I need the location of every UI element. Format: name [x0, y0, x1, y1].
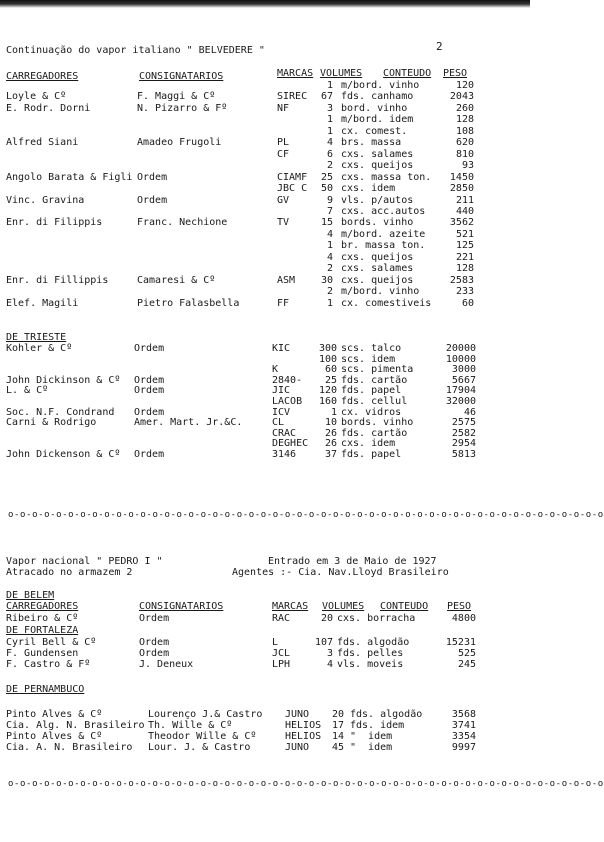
belvedere-cell-contents: cxs. salames	[341, 148, 414, 160]
belvedere-cell-weight: 221	[455, 251, 474, 263]
belvedere-cell-shipper: Angolo Barata & Figli	[6, 171, 133, 183]
trieste-cell-weight: 5813	[451, 449, 476, 460]
trieste-cell-weight: 10000	[445, 353, 476, 365]
belvedere-cell-weight: 128	[455, 114, 474, 126]
belvedere-cell-weight: 2043	[449, 91, 474, 103]
belvedere-cell-contents: bords. vinho	[341, 217, 414, 229]
belvedere-cell-volumes: 3	[326, 102, 333, 114]
belvedere-cell-contents: cxs. idem	[341, 183, 396, 195]
belvedere-cell-weight: 233	[455, 286, 474, 298]
belvedere-cell-weight: 128	[455, 263, 474, 275]
belvedere-cell-weight: 260	[455, 102, 474, 114]
pernambuco-cell-weight: 3568	[451, 709, 476, 720]
trieste-cell-volumes: 100	[318, 353, 337, 365]
belem-cell-contents: cxs. borracha	[337, 613, 416, 624]
belvedere-cell-consignee: Camaresi & Cº	[137, 274, 216, 286]
trieste-cell-mark: ICV	[272, 406, 291, 418]
belvedere-cell-mark: CF	[277, 148, 290, 160]
belvedere-cell-contents: cx. comestiveis	[341, 297, 432, 309]
trieste-cell-shipper: Soc. N.F. Condrand	[6, 406, 115, 418]
col2-header-volumes: VOLUMES	[322, 601, 365, 612]
fortaleza-cell-shipper: F. Gundensen	[6, 648, 79, 659]
belvedere-cell-contents: fds. canhamo	[341, 91, 414, 103]
col-header-peso: PESO	[443, 68, 468, 79]
fortaleza-cell-contents: fds. algodão	[337, 637, 410, 648]
belvedere-cell-mark: NF	[277, 102, 290, 114]
trieste-cell-weight: 2954	[451, 438, 476, 450]
col-header-marcas: MARCAS	[277, 68, 314, 79]
trieste-cell-consignee: Ordem	[134, 385, 165, 397]
belvedere-cell-weight: 3562	[449, 217, 474, 229]
belvedere-cell-consignee: Pietro Falasbella	[137, 297, 240, 309]
belvedere-cell-volumes: 1	[326, 114, 333, 126]
trieste-cell-shipper: John Dickinson & Cº	[6, 374, 121, 386]
col-header-carregadores: CARREGADORES	[6, 71, 79, 82]
pernambuco-cell-volumes: 20	[331, 709, 344, 720]
belvedere-cell-mark: JBC C	[277, 183, 308, 195]
belvedere-cell-contents: bord. vinho	[341, 102, 408, 114]
trieste-cell-consignee: Ordem	[134, 343, 165, 354]
trieste-cell-consignee: Ordem	[134, 374, 165, 386]
subheader-fortaleza: DE FORTALEZA	[6, 625, 79, 636]
trieste-cell-mark: CRAC	[272, 427, 297, 439]
col2-header-consignatarios: CONSIGNATARIOS	[139, 601, 224, 612]
pernambuco-cell-shipper: Pinto Alves & Cº	[6, 709, 103, 720]
belvedere-cell-weight: 60	[461, 297, 474, 309]
belvedere-cell-weight: 120	[455, 80, 474, 91]
belvedere-cell-volumes: 1	[326, 125, 333, 137]
col-header-conteudo: CONTEUDO	[383, 68, 432, 79]
pernambuco-cell-shipper: Pinto Alves & Cº	[6, 731, 103, 742]
belem-cell-volumes: 20	[320, 613, 333, 624]
belem-cell-shipper: Ribeiro & Cº	[6, 613, 79, 624]
belvedere-cell-consignee: Ordem	[137, 194, 168, 206]
belvedere-cell-contents: cxs. queijos	[341, 251, 414, 263]
belvedere-cell-shipper: E. Rodr. Dorni	[6, 102, 91, 114]
trieste-cell-contents: scs. pimenta	[341, 364, 414, 376]
belvedere-cell-contents: m/bord. vinho	[341, 80, 420, 91]
belvedere-cell-contents: m/bord. idem	[341, 114, 414, 126]
col-header-volumes: VOLUMES	[320, 68, 363, 79]
agents-info: Agentes :- Cia. Nav.Lloyd Brasileiro	[232, 567, 449, 578]
belvedere-cell-volumes: 2	[326, 160, 333, 172]
belvedere-cell-weight: 93	[461, 160, 474, 172]
arrival-date: Entrado em 3 de Maio de 1927	[268, 556, 437, 567]
pernambuco-cell-mark: JUNO	[285, 709, 310, 720]
belvedere-cell-contents: vls. p/autos	[341, 194, 414, 206]
pernambuco-cell-consignee: Lour. J. & Castro	[148, 742, 251, 753]
fortaleza-cell-consignee: Ordem	[139, 637, 170, 648]
belvedere-cell-volumes: 2	[326, 286, 333, 298]
trieste-cell-mark: LACOB	[272, 396, 303, 407]
subheader-belem: DE BELEM	[6, 590, 55, 601]
trieste-cell-volumes: 26	[324, 438, 337, 450]
belvedere-cell-mark: CIAMF	[277, 171, 308, 183]
belvedere-cell-weight: 1450	[449, 171, 474, 183]
belvedere-cell-weight: 108	[455, 125, 474, 137]
trieste-cell-mark: KIC	[272, 343, 291, 354]
pernambuco-cell-consignee: Theodor Wille & Cº	[148, 731, 257, 742]
belvedere-cell-volumes: 4	[326, 137, 333, 149]
trieste-cell-shipper: John Dickenson & Cº	[6, 449, 121, 460]
fortaleza-cell-contents: vls. moveis	[337, 659, 404, 670]
belvedere-cell-weight: 810	[455, 148, 474, 160]
belvedere-cell-volumes: 7	[326, 205, 333, 217]
belvedere-cell-shipper: Enr. di Fillippis	[6, 274, 109, 286]
pernambuco-cell-volumes: 17	[331, 720, 344, 731]
col2-header-marcas: MARCAS	[272, 601, 309, 612]
trieste-cell-contents: bords. vinho	[341, 417, 414, 429]
trieste-cell-consignee: Amer. Mart. Jr.&C.	[134, 417, 243, 429]
fortaleza-cell-consignee: Ordem	[139, 648, 170, 659]
pernambuco-cell-weight: 3354	[451, 731, 476, 742]
pernambuco-cell-contents: " idem	[350, 731, 393, 742]
trieste-cell-volumes: 37	[324, 449, 337, 460]
fortaleza-cell-mark: LPH	[272, 659, 291, 670]
belvedere-cell-volumes: 2	[326, 263, 333, 275]
belem-cell-weight: 4800	[451, 613, 476, 624]
belvedere-cell-consignee: Amadeo Frugoli	[137, 137, 222, 149]
trieste-cell-volumes: 120	[318, 385, 337, 397]
separator-line: o-o-o-o-o-o-o-o-o-o-o-o-o-o-o-o-o-o-o-o-o-o-o-o-o-o-o-o-o-o-o-o-o-o-o-o-o-o-o-o-o-o-o-o-o-o-o-o-o-o	[8, 510, 604, 520]
trieste-cell-mark: JIC	[272, 385, 291, 397]
trieste-cell-contents: fds. cartão	[341, 427, 408, 439]
page-number: 2	[436, 40, 443, 53]
col2-header-carregadores: CARREGADORES	[6, 601, 79, 612]
belvedere-cell-mark: GV	[277, 194, 290, 206]
fortaleza-cell-mark: JCL	[272, 648, 291, 659]
belvedere-cell-mark: TV	[277, 217, 290, 229]
belvedere-cell-shipper: Vinc. Gravina	[6, 194, 85, 206]
belvedere-cell-shipper: Loyle & Cº	[6, 91, 67, 103]
fortaleza-cell-volumes: 4	[326, 659, 333, 670]
pernambuco-cell-mark: HELIOS	[285, 720, 322, 731]
pernambuco-cell-consignee: Lourenço J.& Castro	[148, 709, 263, 720]
trieste-cell-contents: scs. talco	[341, 343, 402, 354]
fortaleza-cell-weight: 15231	[445, 637, 476, 648]
belvedere-cell-contents: cxs. queijos	[341, 160, 414, 172]
belvedere-cell-weight: 211	[455, 194, 474, 206]
trieste-cell-shipper: L. & Cº	[6, 385, 49, 397]
belvedere-cell-weight: 620	[455, 137, 474, 149]
belvedere-cell-contents: brs. massa	[341, 137, 402, 149]
belvedere-cell-contents: cxs. massa ton.	[341, 171, 432, 183]
belvedere-cell-consignee: N. Pizarro & Fº	[137, 102, 228, 114]
scan-top-edge	[0, 0, 530, 8]
belem-cell-mark: RAC	[272, 613, 291, 624]
trieste-cell-mark: 3146	[272, 449, 297, 460]
pernambuco-cell-volumes: 45	[331, 742, 344, 753]
belvedere-cell-consignee: Ordem	[137, 171, 168, 183]
belvedere-cell-contents: cxs. queijos	[341, 274, 414, 286]
belvedere-cell-volumes: 25	[320, 171, 333, 183]
trieste-cell-mark: DEGHEC	[272, 438, 309, 450]
belvedere-cell-volumes: 1	[326, 80, 333, 91]
trieste-cell-mark: CL	[272, 417, 285, 429]
trieste-cell-volumes: 60	[324, 364, 337, 376]
trieste-cell-mark: 2840-	[272, 374, 303, 386]
col2-header-peso: PESO	[447, 601, 472, 612]
separator-line-bottom: o-o-o-o-o-o-o-o-o-o-o-o-o-o-o-o-o-o-o-o-o-o-o-o-o-o-o-o-o-o-o-o-o-o-o-o-o-o-o-o-o-o-o-o-o-o-o-o-o-o	[8, 779, 604, 789]
fortaleza-cell-volumes: 107	[314, 637, 333, 648]
belvedere-cell-contents: cx. comest.	[341, 125, 408, 137]
trieste-cell-weight: 46	[463, 406, 476, 418]
trieste-cell-shipper: Kohler & Cº	[6, 343, 73, 354]
belvedere-cell-volumes: 67	[320, 91, 333, 103]
belvedere-cell-contents: br. massa ton.	[341, 240, 426, 252]
col2-header-conteudo: CONTEUDO	[380, 601, 429, 612]
pernambuco-cell-contents: fds. algodão	[350, 709, 423, 720]
belvedere-cell-mark: SIREC	[277, 91, 308, 103]
pernambuco-cell-shipper: Cia. A. N. Brasileiro	[6, 742, 133, 753]
trieste-cell-mark: K	[272, 364, 279, 376]
fortaleza-cell-consignee: J. Deneux	[139, 659, 194, 670]
trieste-cell-contents: fds. papel	[341, 449, 402, 460]
belvedere-cell-volumes: 1	[326, 240, 333, 252]
belvedere-cell-volumes: 9	[326, 194, 333, 206]
belvedere-cell-volumes: 4	[326, 228, 333, 240]
pernambuco-cell-shipper: Cia. Alg. N. Brasileiro	[6, 720, 145, 731]
fortaleza-cell-contents: fds. pelles	[337, 648, 404, 659]
trieste-cell-volumes: 25	[324, 374, 337, 386]
fortaleza-cell-weight: 525	[457, 648, 476, 659]
pernambuco-cell-mark: HELIOS	[285, 731, 322, 742]
belvedere-cell-shipper: Alfred Siani	[6, 137, 79, 149]
belvedere-cell-contents: m/bord. azeite	[341, 228, 426, 240]
trieste-cell-weight: 3000	[451, 364, 476, 376]
pernambuco-cell-consignee: Th. Wille & Cº	[148, 720, 233, 731]
pernambuco-cell-mark: JUNO	[285, 742, 310, 753]
belvedere-cell-volumes: 4	[326, 251, 333, 263]
belem-cell-consignee: Ordem	[139, 613, 170, 624]
trieste-cell-volumes: 10	[324, 417, 337, 429]
trieste-cell-weight: 32000	[445, 396, 476, 407]
pernambuco-cell-weight: 9997	[451, 742, 476, 753]
belvedere-cell-volumes: 50	[320, 183, 333, 195]
belvedere-cell-weight: 2850	[449, 183, 474, 195]
belvedere-cell-volumes: 1	[326, 297, 333, 309]
vessel-name: Vapor nacional " PEDRO I "	[6, 556, 163, 567]
trieste-cell-weight: 20000	[445, 343, 476, 354]
belvedere-cell-consignee: F. Maggi & Cº	[137, 91, 216, 103]
pernambuco-cell-volumes: 14	[331, 731, 344, 742]
pernambuco-cell-contents: fds. idem	[350, 720, 405, 731]
trieste-cell-volumes: 26	[324, 427, 337, 439]
belvedere-cell-shipper: Elef. Magili	[6, 297, 79, 309]
belvedere-cell-contents: cxs. acc.autos	[341, 205, 426, 217]
trieste-cell-contents: cxs. idem	[341, 438, 396, 450]
fortaleza-cell-shipper: Cyril Bell & Cº	[6, 637, 97, 648]
belvedere-cell-weight: 440	[455, 205, 474, 217]
trieste-cell-weight: 17904	[445, 385, 476, 397]
section1-title: Continuação do vapor italiano " BELVEDERE "	[6, 45, 265, 56]
col-header-consignatarios: CONSIGNATARIOS	[139, 71, 224, 82]
subheader-pernambuco: DE PERNAMBUCO	[6, 684, 85, 695]
dock-info: Atracado no armazem 2	[6, 567, 133, 578]
belvedere-cell-contents: m/bord. vinho	[341, 286, 420, 298]
pernambuco-cell-weight: 3741	[451, 720, 476, 731]
trieste-cell-weight: 2575	[451, 417, 476, 429]
belvedere-cell-shipper: Enr. di Filippis	[6, 217, 103, 229]
trieste-cell-contents: scs. idem	[341, 353, 396, 365]
fortaleza-cell-mark: L	[272, 637, 279, 648]
belvedere-cell-mark: ASM	[277, 274, 296, 286]
belvedere-cell-weight: 2583	[449, 274, 474, 286]
fortaleza-cell-shipper: F. Castro & Fº	[6, 659, 91, 670]
trieste-cell-contents: fds. cartão	[341, 374, 408, 386]
belvedere-cell-weight: 125	[455, 240, 474, 252]
trieste-cell-weight: 2582	[451, 427, 476, 439]
belvedere-cell-weight: 521	[455, 228, 474, 240]
trieste-cell-consignee: Ordem	[134, 406, 165, 418]
trieste-cell-shipper: Carni & Rodrigo	[6, 417, 97, 429]
trieste-cell-volumes: 160	[318, 396, 337, 407]
belvedere-cell-consignee: Franc. Nechione	[137, 217, 228, 229]
fortaleza-cell-volumes: 3	[326, 648, 333, 659]
subheader-trieste: DE TRIESTE	[6, 332, 67, 343]
trieste-cell-volumes: 300	[318, 343, 337, 354]
belvedere-cell-volumes: 6	[326, 148, 333, 160]
belvedere-cell-mark: PL	[277, 137, 290, 149]
trieste-cell-contents: fds. cellul	[341, 396, 408, 407]
fortaleza-cell-weight: 245	[457, 659, 476, 670]
trieste-cell-consignee: Ordem	[134, 449, 165, 460]
trieste-cell-contents: cx. vidros	[341, 406, 402, 418]
belvedere-cell-mark: FF	[277, 297, 290, 309]
trieste-cell-weight: 5667	[451, 374, 476, 386]
belvedere-cell-volumes: 30	[320, 274, 333, 286]
pernambuco-cell-contents: " idem	[350, 742, 393, 753]
belvedere-cell-contents: cxs. salames	[341, 263, 414, 275]
trieste-cell-volumes: 1	[330, 406, 337, 418]
trieste-cell-contents: fds. papel	[341, 385, 402, 397]
belvedere-cell-volumes: 15	[320, 217, 333, 229]
